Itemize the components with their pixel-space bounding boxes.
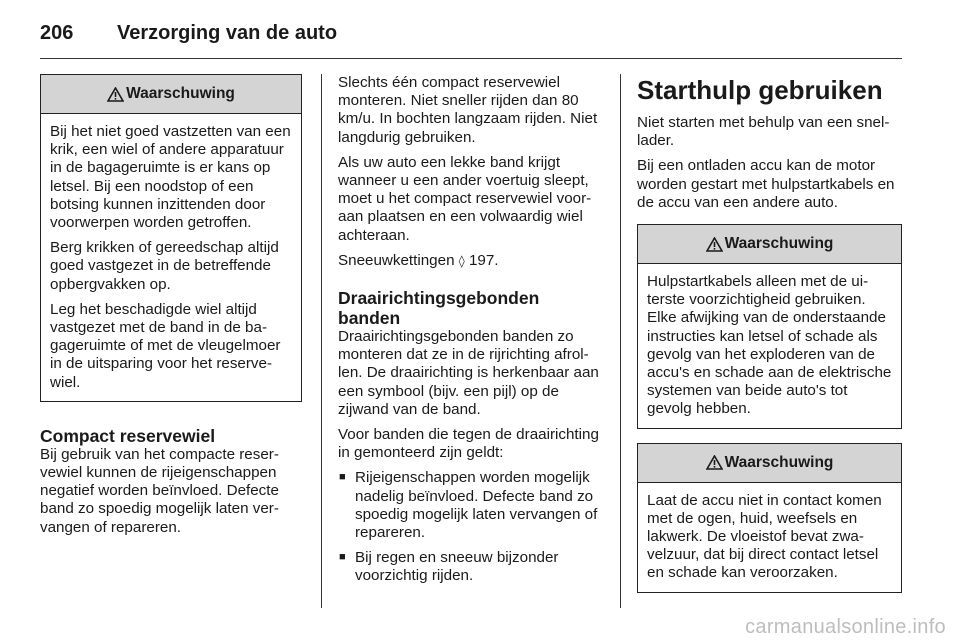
warning-body <box>41 114 301 401</box>
bullet-list <box>338 469 602 585</box>
warning-body <box>638 264 901 428</box>
warning-paragraph: Berg krikken of gereedschap altijd goed vastgezet in de betreffende opbergvakken op. <box>50 239 279 293</box>
warning-body <box>638 483 901 592</box>
section-heading-jump-start: Starthulp gebruiken <box>637 75 883 105</box>
paragraph: Bij een ontladen accu kan de motor worden gestart met hulpstartkabels en de accu van een andere auto. <box>637 157 895 211</box>
warning-triangle-icon <box>107 87 124 102</box>
paragraph: Slechts één compact reservewiel monteren. Niet sneller rijden dan 80 km/u. In bochten langzaam rijden. Niet langdurig gebruiken. <box>338 74 598 146</box>
list-item: ■ Bij regen en sneeuw bijzonder voorzichtig rijden. <box>338 549 602 585</box>
column-divider-1 <box>321 74 322 608</box>
compact-spare-text: Bij gebruik van het compacte reservewiel kunnen de rijeigenschappen negatief worden beïnvloed. Defecte band zo spoedig mogelijk laten vervangen of repareren. <box>40 445 279 536</box>
paragraph: Draairichtingsgebonden banden zo monteren dat ze in de rijrichting afrollen. De draairichting is herkenbaar aan een symbool (bijv. een pijl) op de zijwand van de band. <box>338 328 599 418</box>
warning-header <box>638 444 901 483</box>
warning-triangle-icon <box>706 455 723 470</box>
warning-label: Waarschuwing <box>724 234 834 252</box>
warning-box-jump-cables <box>637 224 902 429</box>
paragraph: Als uw auto een lekke band krijgt wanneer u een ander voertuig sleept, moet u het compact reservewiel vooraan plaatsen en een volwaardig wiel achteraan. <box>338 153 592 244</box>
warning-label: Waarschuwing <box>724 453 834 471</box>
warning-paragraph: Hulpstartkabels alleen met de uiterste voorzichtigheid gebruiken. Elke afwijking van de onderstaande instructies kan letsel of schade als gevolg van het exploderen van de accu's en schade aan de elektrische systemen van beide auto's tot gevolg hebben. <box>647 273 892 418</box>
column-2 <box>338 74 602 593</box>
warning-paragraph: Laat de accu niet in contact komen met de ogen, huid, weefsels en lakwerk. De vloeistof bevat zwavelzuur, dat bij direct contact letsel en schade kan veroorzaken. <box>647 491 882 582</box>
watermark: carmanualsonline.info <box>745 616 946 638</box>
list-item: ■ Rijeigenschappen worden mogelijk nadelig beïnvloed. Defecte band zo spoedig mogelijk laten vervangen of repareren. <box>338 469 602 542</box>
page-title: Verzorging van de auto <box>117 21 338 44</box>
paragraph: Niet starten met behulp van een snellader. <box>637 114 890 150</box>
paragraph: Voor banden die tegen de draairichting in gemonteerd zijn geldt: <box>338 426 599 462</box>
cross-reference <box>338 252 602 270</box>
warning-label: Waarschuwing <box>126 84 235 102</box>
column-1 <box>40 74 302 544</box>
page-header <box>40 18 337 48</box>
warning-box-load-securing <box>40 74 302 402</box>
header-rule <box>40 58 902 59</box>
warning-triangle-icon <box>706 237 723 252</box>
warning-header <box>41 75 301 114</box>
section-heading-compact-spare: Compact reservewiel <box>40 425 216 446</box>
warning-paragraph: Bij het niet goed vastzetten van een krik, een wiel of andere apparatuur in de bagageruimte is er kans op letsel. Bij een noodstop of een botsing kunnen inzittenden door voorwerpen worden getroffen. <box>50 123 291 232</box>
warning-header <box>638 225 901 264</box>
section-heading-directional-tyres: Draairichtingsgebonden banden <box>338 288 540 329</box>
column-divider-2 <box>620 74 621 608</box>
warning-box-battery-acid <box>637 443 902 593</box>
xref-label: Sneeuwkettingen <box>338 251 455 269</box>
page-reference-icon: ◊ <box>458 253 465 268</box>
column-3 <box>637 74 902 607</box>
page-number: 206 <box>40 21 74 44</box>
xref-page: 197. <box>468 251 499 269</box>
warning-paragraph: Leg het beschadigde wiel altijd vastgezet met de band in de bagageruimte of met de vleugelmoer in de uitsparing voor het reservewiel. <box>50 300 281 391</box>
